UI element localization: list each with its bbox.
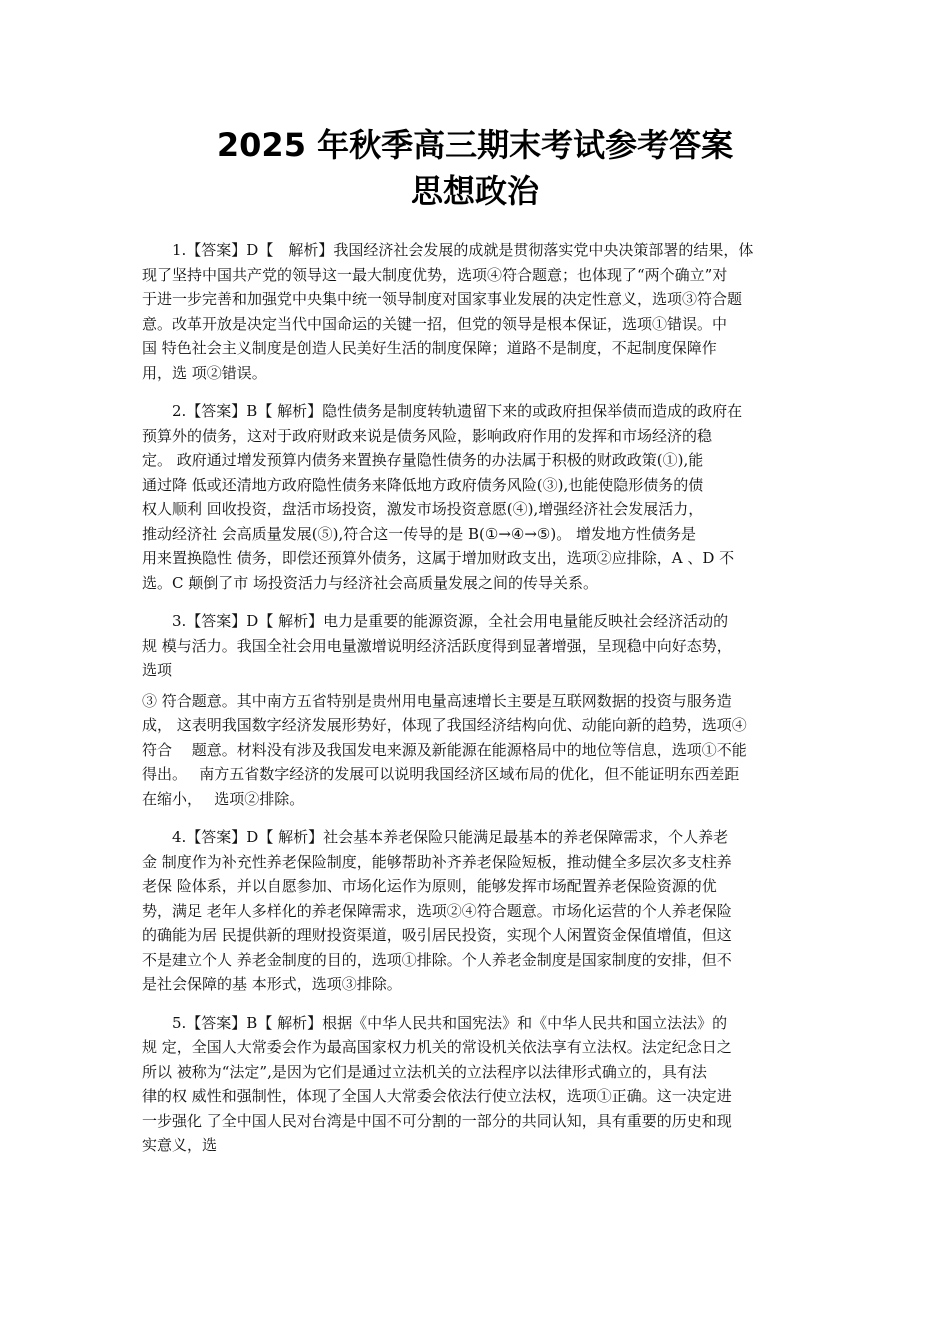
title-line-2: 思想政治 [410,172,539,210]
answer-line: 意。改革开放是决定当代中国命运的关键一招，但党的领导是根本保证，选项①错误。中 [142,314,728,333]
answer-line: 选。C 颠倒了市 场投资活力与经济社会高质量发展之间的传导关系。 [142,573,599,592]
document-title [0,122,950,214]
answer-line: 实意义，选 [142,1136,218,1154]
answer-line: 规 模与活力。我国全社会用电量激增说明经济活跃度得到显著增强，呈现稳中向好态势， [142,636,732,655]
answer-line: 3.【答案】D【 解析】电力是重要的能源资源，全社会用电量能反映社会经济活动的 [172,612,729,630]
answer-line: 选项 [142,661,173,679]
answer-5 [142,1011,812,1158]
answer-line: 用，选 项②错误。 [142,363,267,382]
answer-line: 4.【答案】D【 解析】社会基本养老保险只能满足最基本的养老保障需求，个人养老 [172,828,729,846]
answer-line: 定。 政府通过增发预算内债务来置换存量隐性债务的办法属于积极的财政政策(①),能 [142,451,704,469]
title-line-1: 2025 年秋季高三期末考试参考答案 [216,126,734,164]
answer-line: 1.【答案】D【 解析】我国经济社会发展的成就是贯彻落实党中央决策部署的结果，体 [172,241,754,259]
answer-line: 国 特色社会主义制度是创造人民美好生活的制度保障；道路不是制度，不起制度保障作 [142,339,717,357]
answer-line: 推动经济社 会高质量发展(⑤),符合这一传导的是 B(①→④→⑤)。 增发地方性债务是 [142,524,696,543]
answer-line: 规 定，全国人大常委会作为最高国家权力机关的常设机关依法享有立法权。法定纪念日之 [142,1038,732,1056]
answer-1 [142,238,812,385]
answer-line: 是社会保障的基 本形式，选项③排除。 [142,975,402,993]
answer-line: 预算外的债务，这对于政府财政来说是债务风险，影响政府作用的发挥和市场经济的稳 [142,426,713,445]
answer-line: 现了坚持中国共产党的领导这一最大制度优势，选项④符合题意；也体现了“两个确立”对 [142,265,728,284]
answer-line: 2.【答案】B【 解析】隐性债务是制度转轨遗留下来的或政府担保举债而造成的政府在 [172,402,743,420]
answer-line: 权人顺利 回收投资，盘活市场投资，激发市场投资意愿(④),增强经济社会发展活力， [142,500,704,518]
answer-line: 不是建立个人 养老金制度的目的，选项①排除。个人养老金制度是国家制度的安排，但不 [142,950,732,969]
answer-line: 符合 题意。材料没有涉及我国发电来源及新能源在能源格局中的地位等信息，选项①不能 [142,740,747,759]
answer-line: 势，满足 老年人多样化的养老保障需求，选项②④符合题意。市场化运营的个人养老保险 [142,901,732,920]
answer-list [142,238,812,1172]
answer-line: 金 制度作为补充性养老保险制度，能够帮助补齐养老保险短板，推动健全多层次多支柱养 [142,852,732,871]
answer-line: 在缩小， 选项②排除。 [142,789,305,808]
answer-2 [142,399,812,595]
answer-line: 所以 被称为“法定”,是因为它们是通过立法机关的立法程序以法律形式确立的，具有法 [142,1062,707,1081]
answer-line: 得出。 南方五省数字经济的发展可以说明我国经济区域布局的优化，但不能证明东西差距 [142,765,740,783]
answer-line: 的确能为居 民提供新的理财投资渠道，吸引居民投资，实现个人闲置资金保值增值，但这 [142,926,732,944]
answer-line: 于进一步完善和加强党中央集中统一领导制度对国家事业发展的决定性意义，选项③符合题 [142,290,743,308]
answer-line: 用来置换隐性 债务，即偿还预算外债务，这属于增加财政支出，选项②应排除，A 、D 不 [142,549,735,567]
answer-line: ③ 符合题意。其中南方五省特别是贵州用电量高速增长主要是互联网数据的投资与服务造 [142,691,732,710]
answer-line: 5.【答案】B【 解析】根据《中华人民共和国宪法》和《中华人民共和国立法法》的 [172,1013,728,1032]
answer-line: 老保 险体系，并以自愿参加、市场化运作为原则，能够发挥市场配置养老保险资源的优 [142,877,717,895]
answer-line: 成， 这表明我国数字经济发展形势好，体现了我国经济结构向优、动能向新的趋势，选项④ [142,716,747,734]
answer-line: 律的权 威性和强制性，体现了全国人大常委会依法行使立法权，选项①正确。这一决定进 [142,1087,732,1105]
answer-line: 一步强化 了全中国人民对台湾是中国不可分割的一部分的共同认知，具有重要的历史和现 [142,1111,732,1130]
answer-3 [142,609,812,811]
answer-line: 通过降 低或还清地方政府隐性债务来降低地方政府债务风险(③),也能使隐形债务的债 [142,475,704,494]
answer-4 [142,825,812,997]
